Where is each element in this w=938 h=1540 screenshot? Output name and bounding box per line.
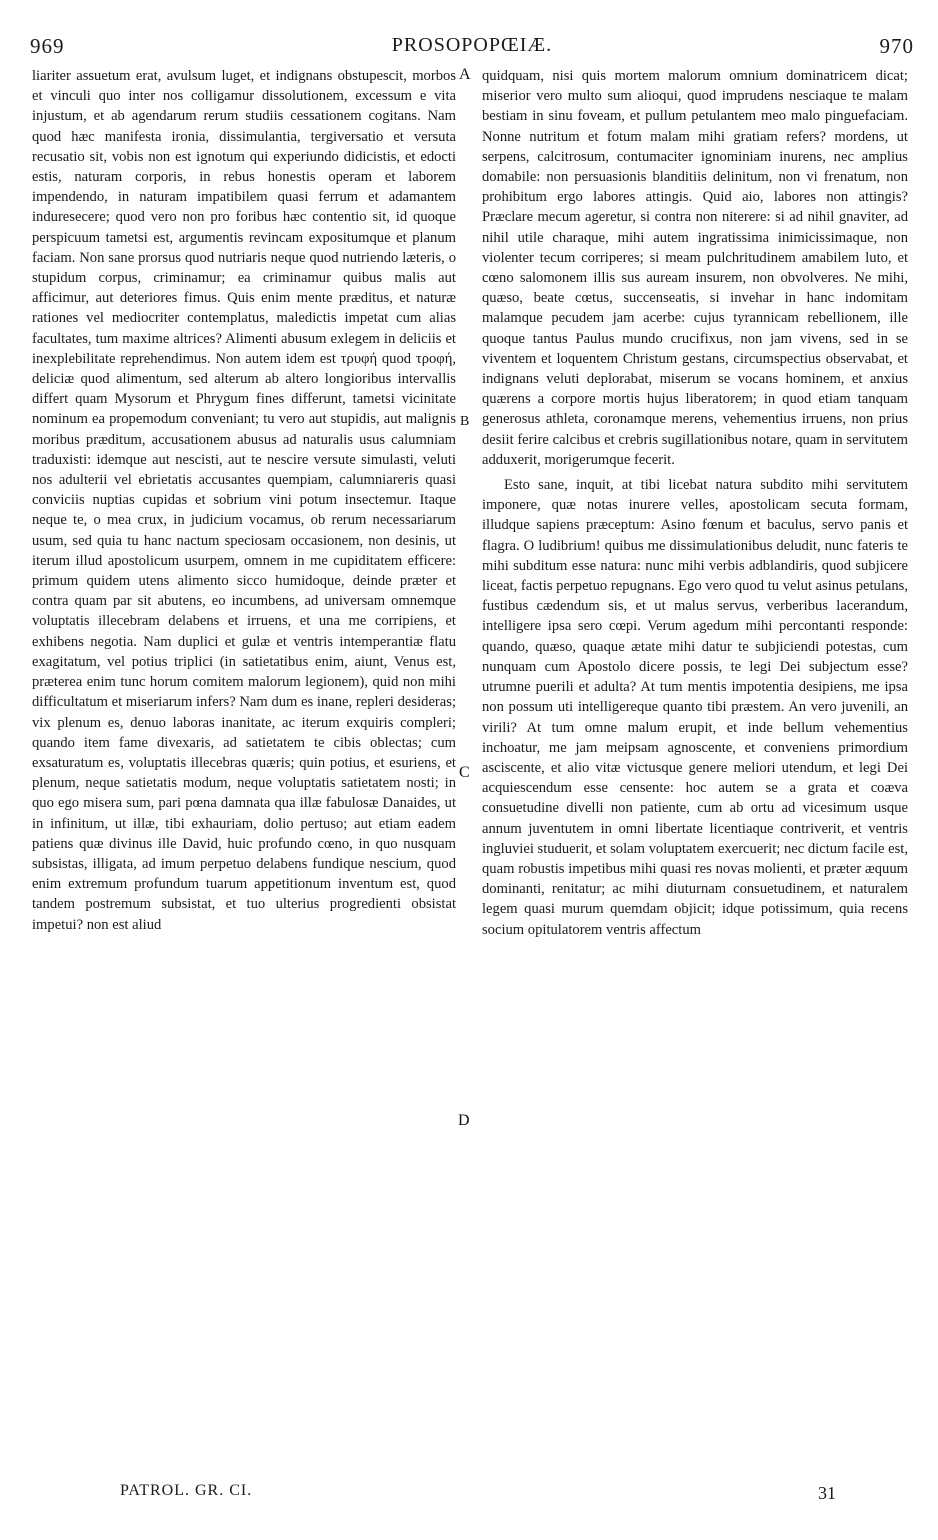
footer-sheet-number: 31 xyxy=(818,1483,836,1503)
right-column-paragraph: Esto sane, inquit, at tibi licebat natura subdito mihi servitutem imponere, quæ notas inurere velles, apostolicam secuta formam, illudque sapiens præceptum: Asino fœnum et baculus, servo panis et flagra. O ludibrium! quibus me dissimulationibus deludit, nunc fateris te mihi subditum esse natura: nunc mihi verbis adblandiris, quod subjicere liceat, factis perpetuo repugnans. Ego vero quod tu velut asinus petulans, fustibus cædendum sis, et ut malus servus, verberibus lacerandum, intelligere ipsa sero cœpi. Verum agedum mihi percontanti responde: quando, quæso, quaque ætate mihi datur te subjiciendi potestas, cum nunquam cum Apostolo dicere possis, te legi Dei subjectum esse? utrumne puerili et adulta? At tum mentis impotentia desipiens, me ipsa non possum uti intelligereque quanto tibi præstem. An vero juvenili, an virili? At tum omne malum erupit, et inde bellum vehementius inchoatur, me jam meipsam agnoscente, et conveniens primordium asciscente, et alio vitæ victusque genere meliori utendum, et legi Dei acquiescendum esse censente: hoc autem se a grata et coæva consuetudine divelli non patiente, cum ab ortu ad vicesimum usque annum juventutem in omni libertate licentiaque contriverit, et ventris ingluviei studuerit, et solam voluptatem exercuerit; nec dictum facile est, quam robustis impetibus mihi quasi res novas molienti, et præter æquum dominanti, renitatur; ac mihi diuturnam consuetudinem, et naturalem legem quasi murum quemdam objicit; idque potissimum, quia recens socium opitulatorem ventris affectum xyxy=(482,477,908,938)
running-title: PROSOPOPŒIÆ. xyxy=(391,34,553,56)
left-column-paragraph: liariter assuetum erat, avulsum luget, et indignans obstupescit, morbos et vinculi quo inter nos colligamur dissolutionem, excessum e vita injustum, et ab agendarum rerum studiis cessationem cogitans. Nam quod hæc manifesta ironia, dissimulantia, tergiversatio et versuta recusatio sit, vobis non est ignotum qui experiundo didicistis, et edocti estis, naturam corporis, in rebus honestis operam et laborem impendendo, in naturam impatibilem quasi ferrum et adamantem induresecere; quod vero non pro foribus hæc contentio sit, id quoque perspicuum tametsi est, argumentis revincam expositumque et planum faciam. Non sane prorsus quod nutriaris neque quod nutriendo læteris, o stupidum corpus, criminamur; ea criminamur quibus malis aut afficimur, aut deteriores fimus. Quis enim mente præditus, et naturæ rationes vel mediocriter contemplatus, maledictis impetat cum alias facultates, tum maxime altrices? Alimenti abusum exlegem in deliciis et inexplebilitate reprehendimus. Non autem idem est τρυφή quod τροφή, deliciæ quod alimentum, sed alterum ab altero longioribus intervallis differt quam Mysorum et Phrygum fines differunt, tametsi vicinitate nominum ea propemodum conveniant; tu vero aut stupidis, aut malignis moribus præditum, accusationem abusus ad naturalis usus calumniam traduxisti: idemque aut nescisti, aut te nescire versute simulasti, veluti nos adulterii vel ebrietatis accusantes quempiam, calumniareris quasi conviciis nuptias cupidas et sobrium vini potum insectemur. Itaque neque te, o mea crux, in judicium vocamus, ob rerum necessariarum usum, sed quia tu hanc nactum speciosam occasionem, non desinis, ut iterum illud apostolicum usurpem, omnem in me cupiditatem efficere: primum quidem utens alimento sicco humidoque, deinde præter et contra quam par sit abutens, eo incumbens, ad universam omnemque voluptatis illecebram delabens et irruens, et una me corripiens, et exhibens negotia. Nam duplici et gulæ et ventris intemperantiæ flatu exagitatum, vel potius triplici (in satietatibus enim, aiunt, Venus est, præterea enim tunc horum comitem malorum legionem), quid non mihi difficultatum et miseriarum infers? Nam dum es inane, repleri desideras; vix plenum es, denuo laboras inanitate, ac iterum exquiris compleri; quando item fame divexaris, ad satietatem te cibis oblectas; cum exsaturatum es, voluptatis illecebras quæris; quin potius, et esuriens, et plenum, neque satietatis modum, neque voluptatis satietatem nosti; in quo ego misera sum, pari pœna damnata qua illæ fabulosæ Danaides, ut in infinitum, ut illæ, tibi exhauriam, dolio pertuso; aut etiam eadem patiens quæ divinus ille David, huic profundo cœno, in quo nusquam subsistas, illigata, ad imum perpetuo delabens fundique nescium, quod enim extremum profundum tuarum appetitionum inventum est, quod tandem postremum subsistat, et tuo ulterius progredienti obsistat impetui? non est aliud xyxy=(32,68,456,933)
margin-marker-a: A xyxy=(459,66,471,83)
margin-marker-c: C xyxy=(459,764,470,781)
right-page-number: 970 xyxy=(879,34,914,58)
page-header xyxy=(30,34,914,60)
left-page-number: 969 xyxy=(30,34,65,58)
right-column-paragraph: quidquam, nisi quis mortem malorum omnium dominatricem dicat; miserior vero multo sum alioqui, quod imprudens nesciaque te malam bestiam in sinu foveam, et pullum petulantem meo malo pinguefaciam. Nonne nutritum et fotum malam mihi gratiam refers? mordens, ut serpens, calcitrosum, contumaciter ignominiam inurens, nec amplius domabile: non persuasionis blanditiis delinitum, non vi frenatum, non prohibitum ergo labores attingis. Quid aio, labores non attingis? Præclare mecum ageretur, si contra non niterere: si ad nihil gnaviter, ad nihil utile charaque, mihi autem ingratissima inimicissimaque, non violenter tecum corriperes; si meam pulchritudinem amabilem luto, et cœno salomonem illis sus auream insurem, non obvolveres. Ne mihi, quæso, beate cœtus, succenseatis, si invehar in hanc indomitam malamque pecudem jam acerbe: cujus tyrannicam rebellionem, ille quoque tantus Paulus mundo crucifixus, non jam vivens, sed in se viventem et loquentem Christum gestans, circumspectius observabat, et indignans veluti deplorabat, miserum se vocans hominem, et anxius quærens a corpore mortis hujus liberatorem; in quod etiam tanquam generosus athleta, coronamque merens, vehementius irruens, non prius desiit ferire calcibus et crebris sugillationibus notare, quam in servitutem adduxerit, morigerumque fecerit. xyxy=(482,68,908,468)
footer-signature: PATROL. GR. CI. xyxy=(120,1482,253,1499)
left-column xyxy=(32,66,456,935)
right-column xyxy=(482,66,908,940)
margin-marker-b: B xyxy=(460,414,470,429)
margin-marker-d: D xyxy=(458,1112,470,1129)
